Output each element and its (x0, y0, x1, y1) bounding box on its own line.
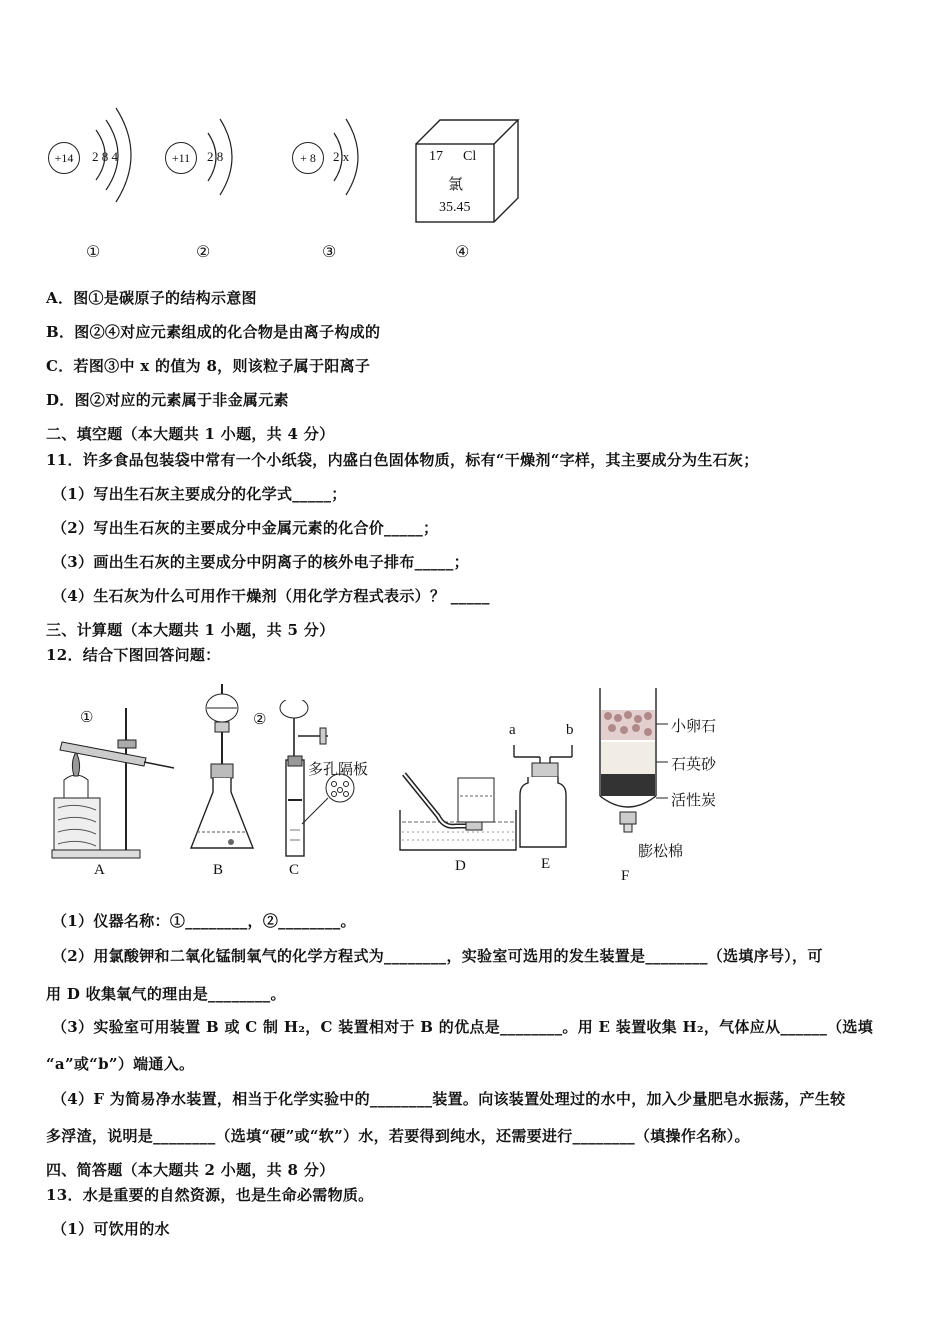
option-b: B．图②④对应元素组成的化合物是由离子构成的 (46, 323, 381, 341)
label-e-b: b (566, 722, 574, 738)
q11-sub1: （1）写出生石灰主要成分的化学式_____； (52, 485, 347, 503)
label-e: E (541, 856, 551, 872)
q12-sub4: （4）F 为简易净水装置，相当于化学实验中的________装置。向该装置处理过的水中，加入少量肥皂水振荡，产生较 (52, 1090, 846, 1108)
option-c: C．若图③中 x 的值为 8，则该粒子属于阳离子 (46, 357, 371, 375)
q11-sub2: （2）写出生石灰的主要成分中金属元素的化合价_____； (52, 519, 439, 537)
option-d: D．图②对应的元素属于非金属元素 (46, 391, 289, 409)
atom-3-label: ③ (322, 242, 337, 261)
apparatus-e (500, 735, 590, 853)
f-layer-sand: 石英砂 (671, 755, 717, 773)
atom-3-nucleus: + 8 (292, 142, 324, 174)
q11-sub4: （4）生石灰为什么可用作干燥剂（用化学方程式表示）？ _____ (52, 587, 490, 605)
atom-2-nucleus: +11 (165, 142, 197, 174)
atom-1-shells: 2 8 4 (92, 149, 118, 164)
atom-1-label: ① (86, 242, 101, 261)
q13-stem: 13．水是重要的自然资源，也是生命必需物质。 (46, 1186, 374, 1204)
porous-plate-label: 多孔隔板 (308, 760, 369, 778)
q12-sub2: （2）用氯酸钾和二氧化锰制氧气的化学方程式为________，实验室可选用的发生装置是________（选填序号），可 (52, 947, 823, 965)
q12-sub4-cont: 多浮渣，说明是________（选填“硬”或“软”）水，若要得到纯水，还需要进行________（填操作名称）。 (46, 1127, 750, 1145)
atom-2-label: ② (196, 242, 211, 261)
marker-2: ② (253, 712, 267, 728)
section2-heading: 二、填空题（本大题共 1 小题，共 4 分） (46, 425, 335, 443)
marker-1: ① (80, 710, 94, 726)
q11-sub3: （3）画出生石灰的主要成分中阴离子的核外电子排布_____； (52, 553, 469, 571)
f-layer-carbon: 活性炭 (671, 791, 717, 809)
section4-heading: 四、简答题（本大题共 2 小题，共 8 分） (46, 1161, 335, 1179)
q12-stem: 12．结合下图回答问题： (46, 646, 221, 664)
f-layer-cotton: 膨松棉 (638, 842, 684, 860)
f-layer-pebbles: 小卵石 (671, 717, 717, 735)
label-f: F (621, 868, 630, 884)
atom-3-shells: 2 x (333, 149, 350, 164)
q12-sub3-cont: “a”或“b”）端通入。 (46, 1055, 195, 1073)
label-e-a: a (509, 722, 516, 738)
section3-heading: 三、计算题（本大题共 1 小题，共 5 分） (46, 621, 335, 639)
element-mass: 35.45 (439, 200, 471, 215)
atom-1-arcs (78, 100, 138, 210)
element-name: 氯 (448, 175, 464, 193)
apparatus-b (185, 680, 260, 860)
label-d: D (455, 858, 466, 874)
atom-2-shells: 2 8 (207, 149, 224, 164)
label-c: C (289, 862, 300, 878)
apparatus-a (48, 700, 183, 865)
q12-sub1: （1）仪器名称：①________，②________。 (52, 912, 356, 930)
option-a: A．图①是碳原子的结构示意图 (46, 289, 257, 307)
q11-stem: 11．许多食品包装袋中常有一个小纸袋，内盛白色固体物质，标有“干燥剂“字样，其主要成分为生石灰； (46, 451, 759, 469)
element-number: 17 (429, 149, 443, 164)
atom-1-nucleus: +14 (48, 142, 80, 174)
q12-sub2-cont: 用 D 收集氧气的理由是________。 (46, 985, 286, 1003)
q13-sub1: （1）可饮用的水 (52, 1220, 170, 1238)
apparatus-c (262, 700, 362, 860)
atom-3-arcs (318, 105, 368, 205)
element-symbol: Cl (463, 149, 477, 164)
label-b: B (213, 862, 224, 878)
atom-2-arcs (192, 105, 242, 205)
element-label: ④ (455, 242, 470, 261)
label-a: A (94, 862, 105, 878)
q12-sub3: （3）实验室可用装置 B 或 C 制 H₂，C 装置相对于 B 的优点是________。用 E 装置收集 H₂，气体应从______（选填 (52, 1018, 874, 1036)
